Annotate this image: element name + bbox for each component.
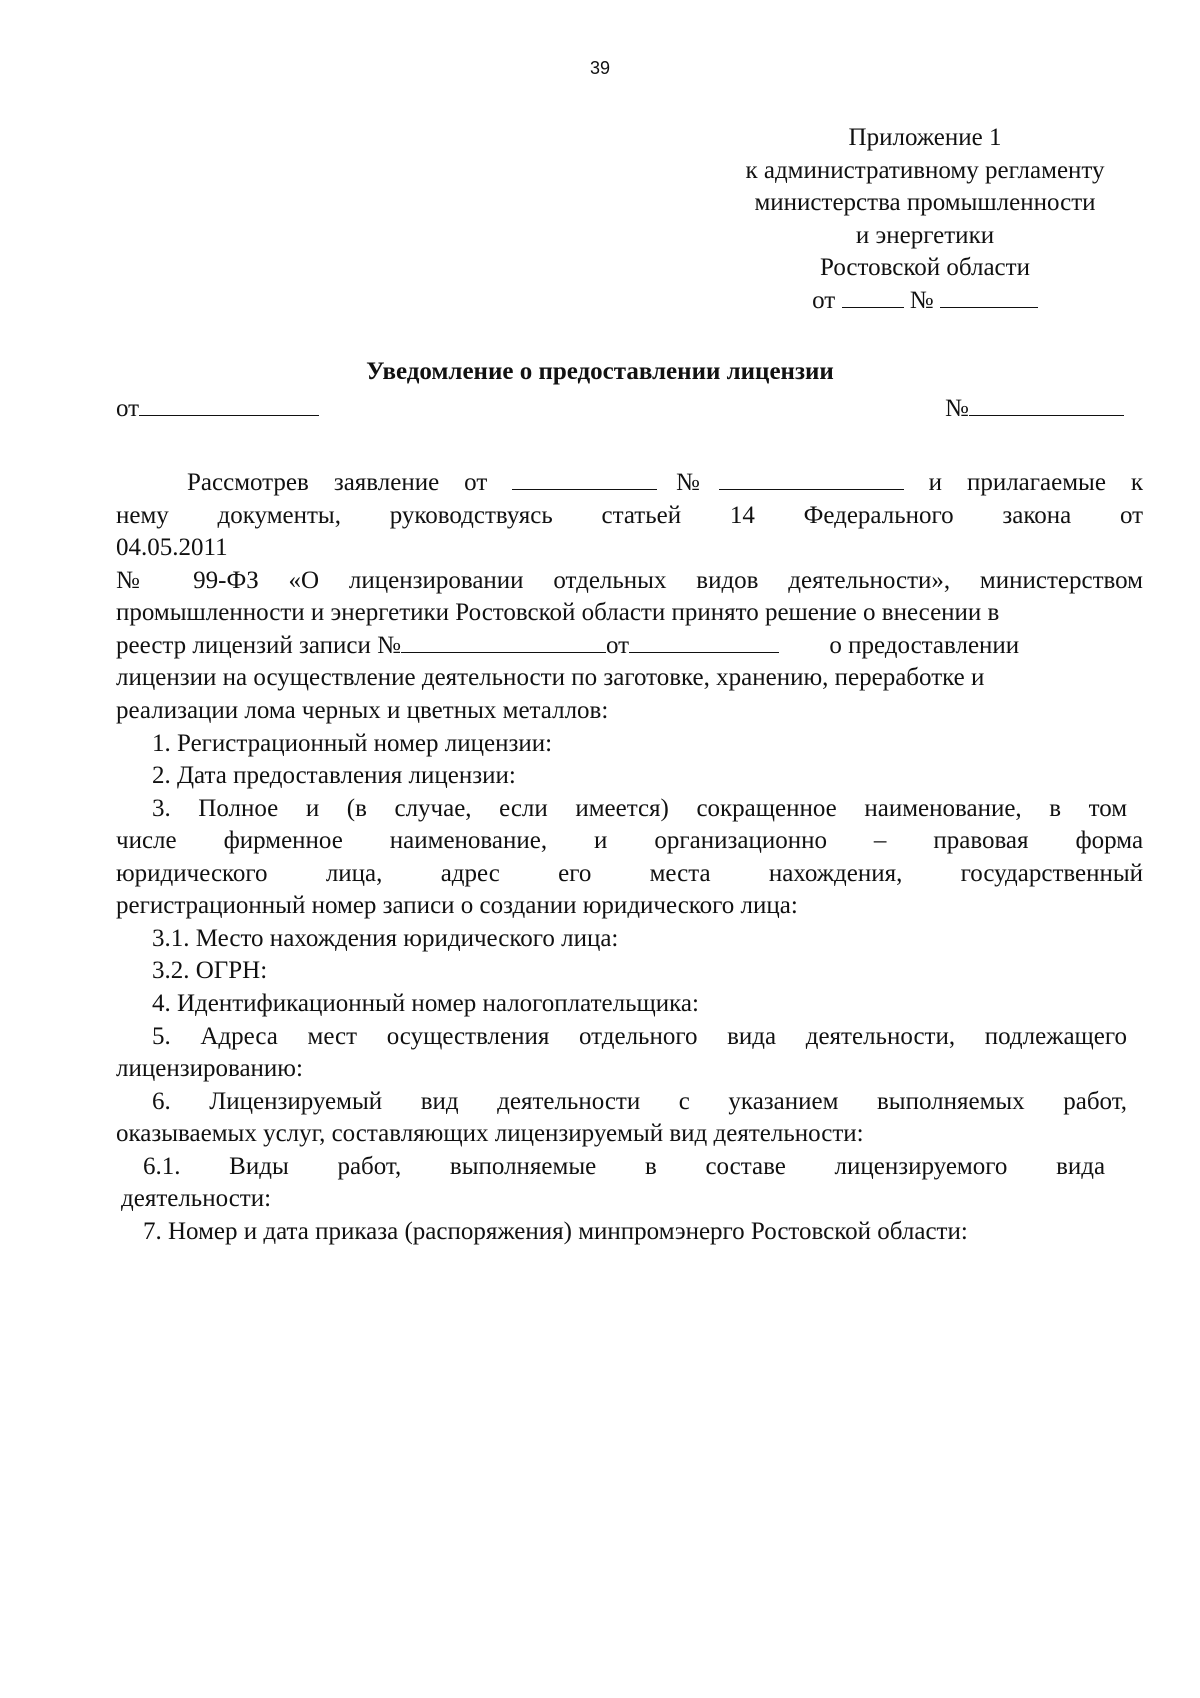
item-6-word: 6. Лицензируемый — [152, 1088, 383, 1115]
item-6-1-word: лицензируемого — [834, 1153, 1008, 1180]
intro-text: от — [605, 632, 630, 659]
item-6-word: работ, — [1063, 1088, 1128, 1115]
intro-word: заявление — [333, 469, 440, 496]
item-6-word: выполняемых — [876, 1088, 1025, 1115]
intro-blank — [629, 630, 779, 653]
intro-word: статьей — [601, 502, 682, 529]
intro-word: нему документы, руководствуясь — [116, 502, 553, 529]
appendix-line: Приложение 1 — [848, 124, 1002, 151]
intro-line-5: промышленности и энергетики Ростовской области принято решение о внесении в — [116, 599, 1000, 626]
intro-word: видов — [696, 567, 759, 594]
item-3-word: его — [558, 860, 592, 887]
item-6-1-word: выполняемые — [449, 1153, 597, 1180]
header-num-label: № — [945, 395, 969, 422]
item-3-line-1 — [152, 793, 1127, 826]
item-3-word: юридического — [116, 860, 268, 887]
item-3-word: наименование, — [864, 795, 1022, 822]
item-3-word: числе — [116, 827, 177, 854]
appendix-date-line — [700, 285, 1150, 318]
item-5-word: мест — [307, 1023, 358, 1050]
item-3-word: нахождения, — [768, 860, 903, 887]
intro-word: закона — [1002, 502, 1072, 529]
item-3-1: 3.1. Место нахождения юридического лица: — [152, 925, 619, 952]
item-6-1-word: 6.1. Виды — [143, 1153, 289, 1180]
intro-blank: № — [512, 469, 903, 496]
item-3-word: сокращенное — [696, 795, 837, 822]
item-6-word: с — [678, 1088, 690, 1115]
item-3-word: в — [1049, 795, 1062, 822]
item-5-line-1 — [152, 1021, 1127, 1054]
intro-word: деятельности», — [788, 567, 951, 594]
item-7: 7. Номер и дата приказа (распоряжения) минпромэнерго Ростовской области: — [143, 1218, 968, 1245]
item-6-line-2: оказываемых услуг, составляющих лицензируемый вид деятельности: — [116, 1120, 864, 1147]
intro-word: и — [928, 469, 942, 496]
header-from-blank — [139, 393, 319, 416]
item-6-1-line-2: деятельности: — [121, 1185, 272, 1212]
header-num-line — [945, 393, 1124, 423]
item-3-word: и — [305, 795, 320, 822]
item-6-word: деятельности — [497, 1088, 641, 1115]
item-5-word: Адреса — [200, 1023, 278, 1050]
item-3-word: форма — [1075, 827, 1144, 854]
intro-word: № 99-ФЗ — [116, 567, 259, 594]
item-3-word: лица, — [325, 860, 383, 887]
appendix-date-blank — [842, 285, 904, 308]
intro-line-6 — [116, 630, 1019, 663]
item-4: 4. Идентификационный номер налогоплательщика: — [152, 990, 699, 1017]
appendix-num-blank — [940, 285, 1038, 308]
intro-word: «О — [288, 567, 320, 594]
intro-word: от — [1119, 502, 1144, 529]
intro-word: министерством — [979, 567, 1143, 594]
item-2: 2. Дата предоставления лицензии: — [152, 762, 516, 789]
item-5-word: осуществления — [386, 1023, 550, 1050]
intro-text: о предоставлении — [829, 632, 1020, 659]
item-5-word: подлежащего — [984, 1023, 1128, 1050]
item-5-line-2: лицензированию: — [116, 1055, 303, 1082]
intro-word: отдельных — [553, 567, 667, 594]
appendix-num-sign: № — [909, 286, 934, 314]
intro-word: прилагаемые — [966, 469, 1106, 496]
item-6-word: вид — [420, 1088, 459, 1115]
item-3-word: организационно – — [654, 827, 887, 854]
item-6-1-word: работ, — [337, 1153, 402, 1180]
item-3-word: 3. Полное — [152, 795, 279, 822]
item-3-word: (в случае, если имеется) — [346, 795, 669, 822]
item-6-1-word: составе — [705, 1153, 786, 1180]
page-title: Уведомление о предоставлении лицензии — [366, 358, 834, 385]
intro-line-4 — [116, 565, 1143, 598]
intro-line-7: лицензии на осуществление деятельности по заготовке, хранению, переработке и — [116, 664, 985, 691]
item-5-word: 5. — [152, 1023, 171, 1050]
item-3-word: фирменное — [223, 827, 343, 854]
appendix-line: и энергетики — [855, 221, 995, 249]
item-3-word: наименование, — [389, 827, 548, 854]
item-3-line-3 — [116, 858, 1143, 891]
intro-line-8: реализации лома черных и цветных металлов: — [116, 697, 609, 724]
item-3-word: том — [1088, 795, 1128, 822]
appendix-date-prefix: от — [812, 286, 836, 314]
item-6-1-word: в — [644, 1153, 657, 1180]
page-number: 39 — [589, 58, 611, 78]
appendix-line: министерства промышленности — [754, 189, 1096, 216]
item-3-line-4: регистрационный номер записи о создании юридического лица: — [116, 892, 798, 919]
intro-word: лицензировании — [348, 567, 524, 594]
intro-word: от — [464, 469, 488, 496]
header-from-label: от — [116, 395, 140, 422]
item-3-word: правовая — [933, 827, 1029, 854]
item-5-word: отдельного — [579, 1023, 698, 1050]
intro-text: реестр лицензий записи № — [116, 632, 401, 659]
intro-line-3: 04.05.2011 — [116, 534, 228, 561]
item-1: 1. Регистрационный номер лицензии: — [152, 730, 553, 757]
item-6-line-1 — [152, 1086, 1127, 1119]
intro-line-2 — [116, 500, 1143, 533]
appendix-line: Ростовской области — [820, 254, 1030, 281]
item-3-word: места — [649, 860, 711, 887]
item-3-2: 3.2. ОГРН: — [152, 957, 268, 984]
intro-blank — [401, 630, 606, 653]
intro-word: Рассмотрев — [187, 469, 309, 496]
appendix-block — [700, 122, 1150, 317]
item-5-word: вида — [727, 1023, 777, 1050]
item-6-word: указанием — [728, 1088, 839, 1115]
intro-word: Федерального — [803, 502, 954, 529]
intro-word: к — [1130, 469, 1144, 496]
item-6-1-word: вида — [1056, 1153, 1106, 1180]
item-3-line-2 — [116, 825, 1143, 858]
item-6-1-line-1 — [143, 1151, 1105, 1184]
item-3-word: адрес — [440, 860, 500, 887]
item-3-word: государственный — [960, 860, 1144, 887]
header-from-line — [116, 393, 319, 426]
intro-word: 14 — [729, 502, 755, 529]
header-num-blank — [969, 393, 1124, 416]
intro-line-1 — [187, 467, 1143, 500]
appendix-line: к административному регламенту — [745, 156, 1105, 184]
item-3-word: и — [594, 827, 608, 854]
item-5-word: деятельности, — [805, 1023, 956, 1050]
